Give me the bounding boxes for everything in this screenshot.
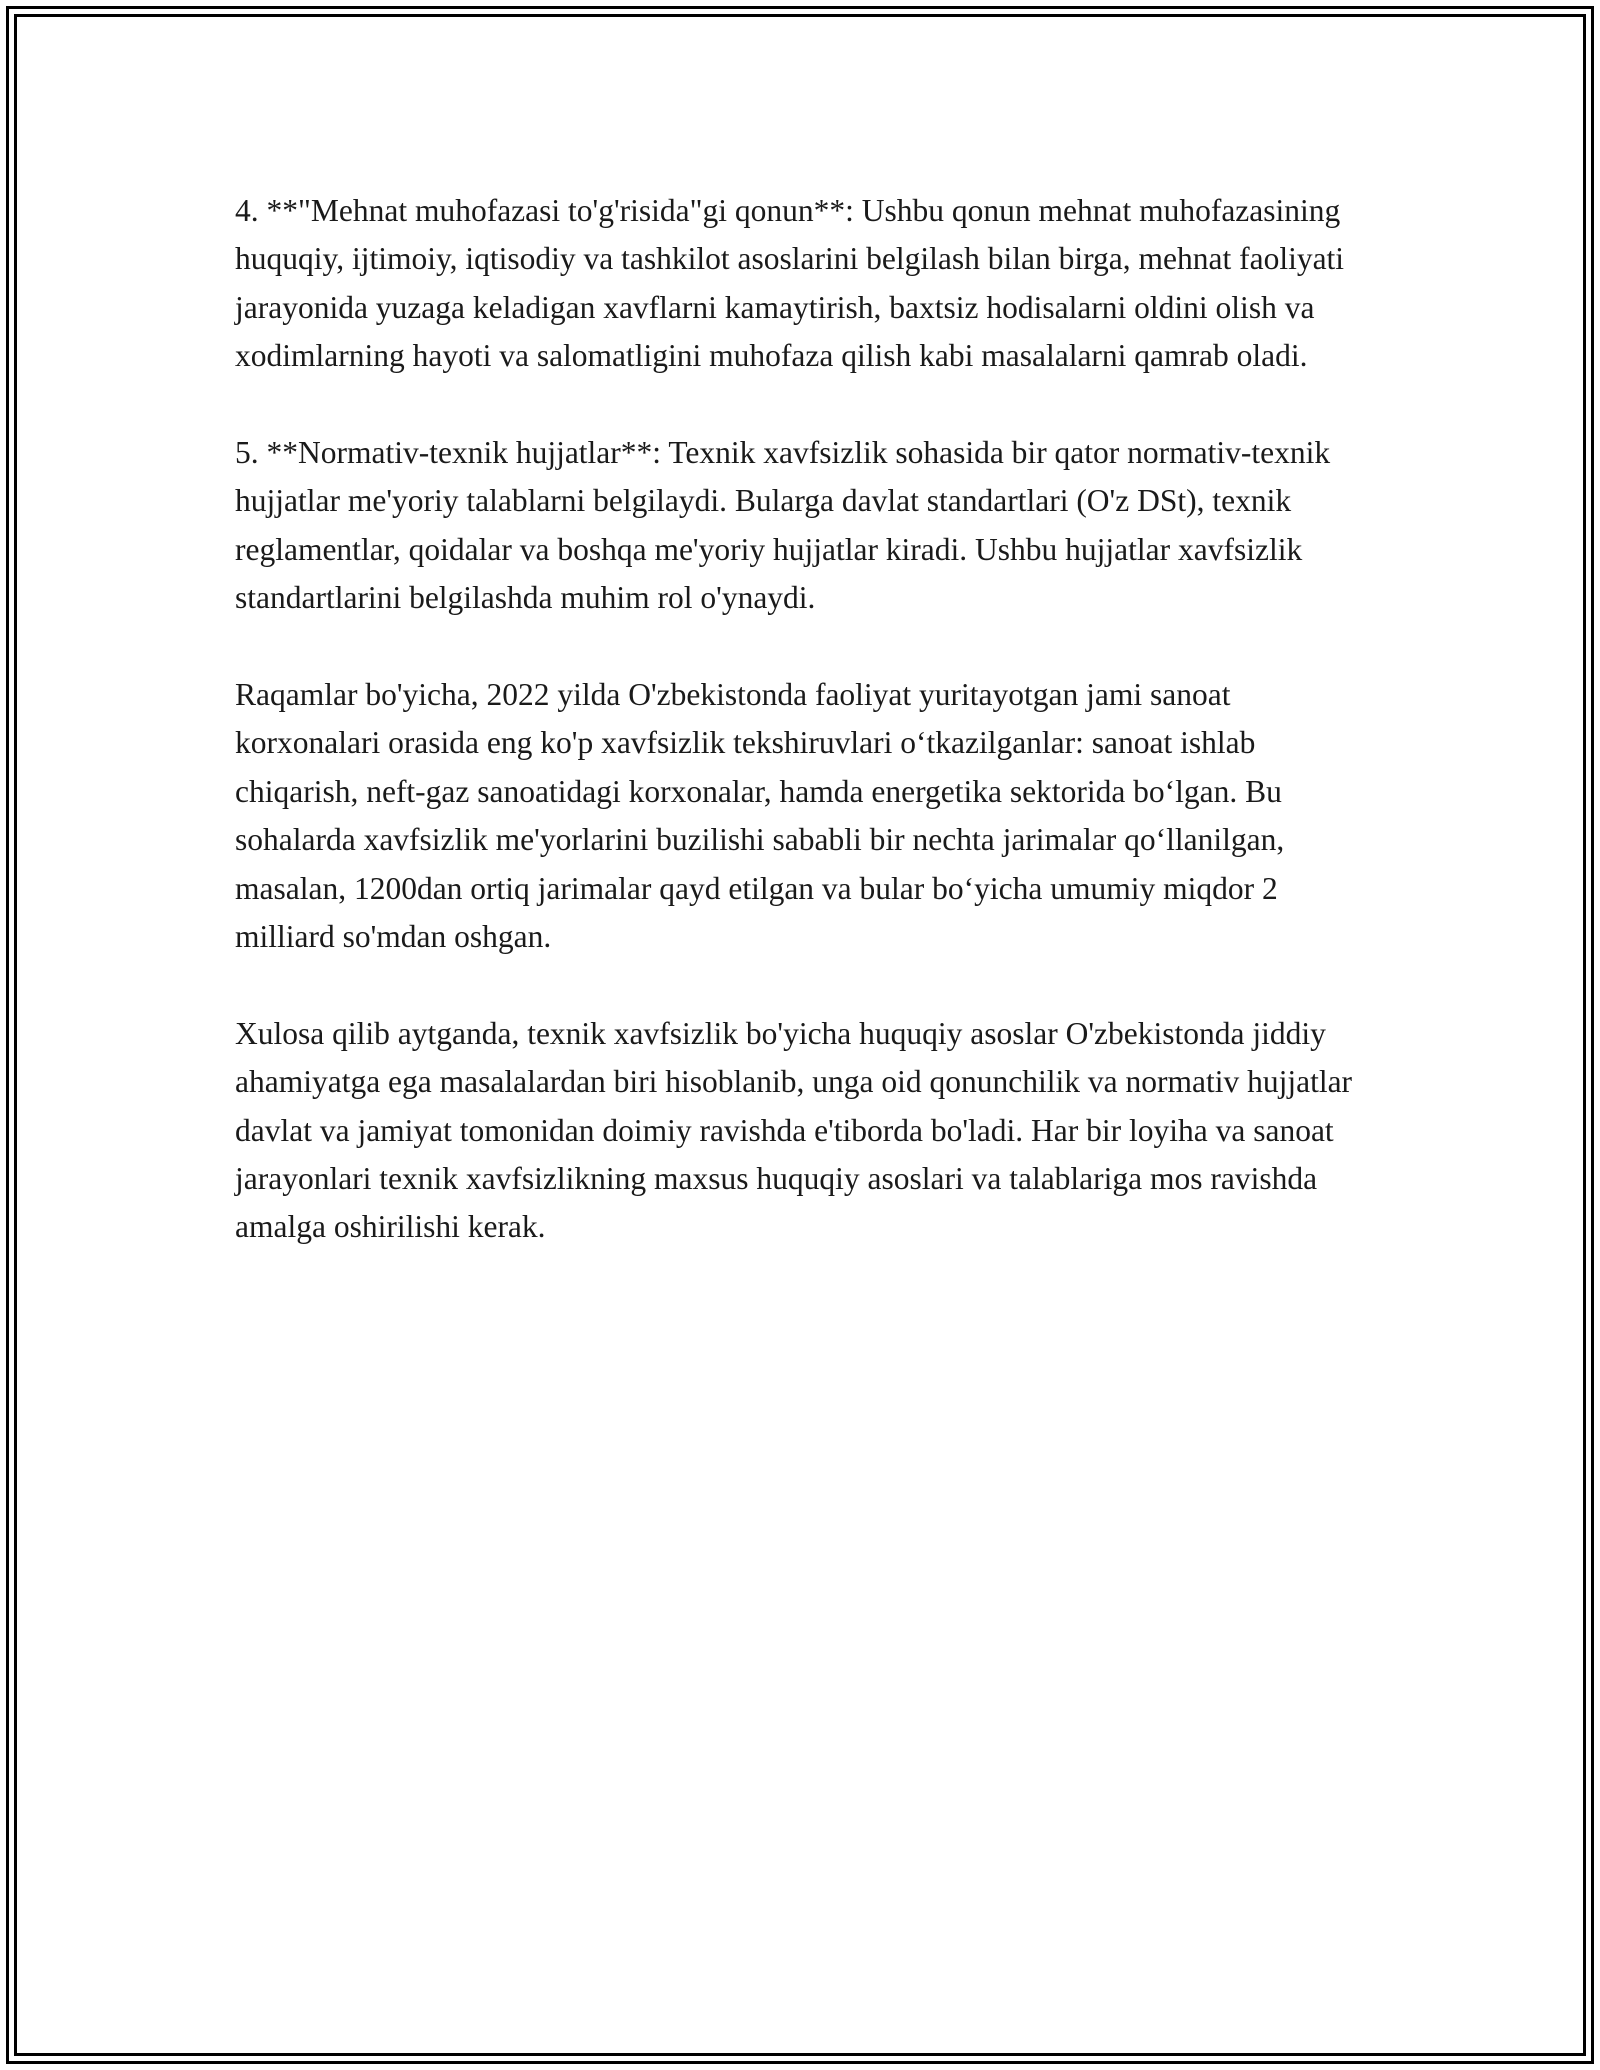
- paragraph-normativ-texnik-hujjatlar: 5. **Normativ-texnik hujjatlar**: Texnik xavfsizlik sohasida bir qator normativ-texnik hujjatlar me'yoriy talablarni belgilaydi. Bularga davlat standartlari (O'z DSt), texnik reglamentlar, qoidalar va boshqa me'yoriy hujjatlar kiradi. Ushbu hujjatlar xavfsizlik standartlarini belgilashda muhim rol o'ynaydi.: [235, 435, 1331, 616]
- document-body: [235, 187, 1365, 1300]
- paragraph-mehnat-muhofazasi-law: 4. **"Mehnat muhofazasi to'g'risida"gi qonun**: Ushbu qonun mehnat muhofazasining huquqiy, ijtimoiy, iqtisodiy va tashkilot asoslarini belgilash bilan birga, mehnat faoliyati jarayonida yuzaga keladigan xavflarni kamaytirish, baxtsiz hodisalarni oldini olish va xodimlarning hayoti va salomatligini muhofaza qilish kabi masalalarni qamrab oladi.: [235, 193, 1345, 374]
- paragraph-xulosa: Xulosa qilib aytganda, texnik xavfsizlik bo'yicha huquqiy asoslar O'zbekistonda jiddiy ahamiyatga ega masalalardan biri hisoblanib, unga oid qonunchilik va normativ hujjatlar davlat va jamiyat tomonidan doimiy ravishda e'tiborda bo'ladi. Har bir loyiha va sanoat jarayonlari texnik xavfsizlikning maxsus huquqiy asoslari va talablariga mos ravishda amalga oshirilishi kerak.: [235, 1015, 1353, 1245]
- paragraph-raqamlar-2022: Raqamlar bo'yicha, 2022 yilda O'zbekistonda faoliyat yuritayotgan jami sanoat korxonalari orasida eng ko'p xavfsizlik tekshiruvlari o‘tkazilganlar: sanoat ishlab chiqarish, neft-gaz sanoatidagi korxonalar, hamda energetika sektorida bo‘lgan. Bu sohalarda xavfsizlik me'yorlarini buzilishi sababli bir nechta jarimalar qo‘llanilgan, masalan, 1200dan ortiq jarimalar qayd etilgan va bular bo‘yicha umumiy miqdor 2 milliard so'mdan oshgan.: [235, 677, 1285, 955]
